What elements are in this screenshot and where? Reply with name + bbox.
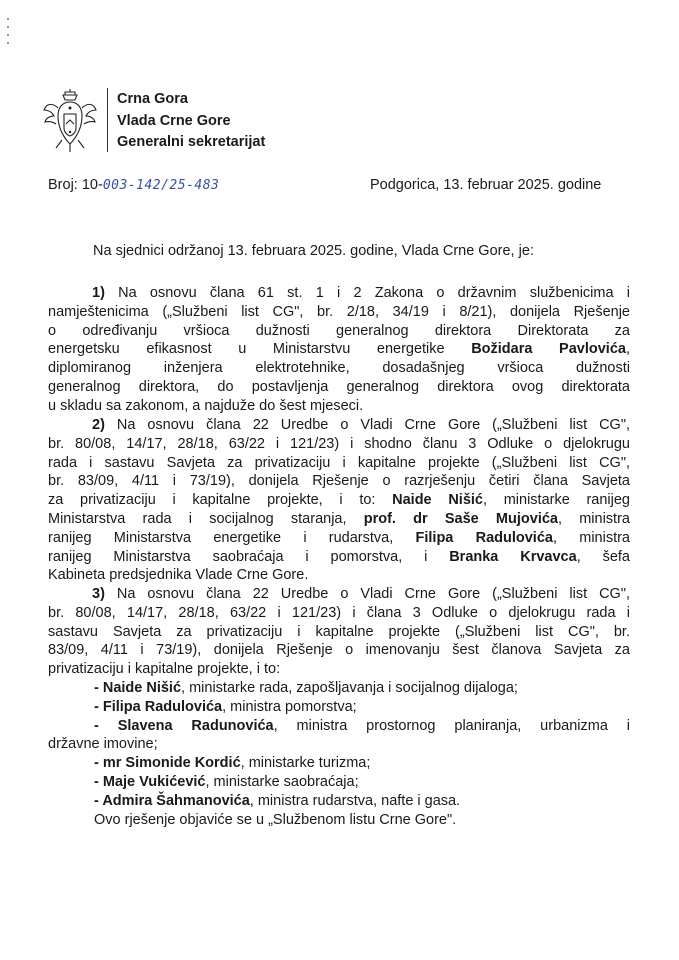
item2-number: 2) [92, 417, 105, 433]
country-name: Crna Gora [117, 91, 188, 107]
reference-label: Broj: 10- [48, 177, 103, 193]
item3-number: 3) [92, 586, 105, 602]
item1-line: diplomiranog inženjera elektrotehnike, dosadašnjeg vršioca dužnosti [48, 360, 630, 377]
member-line: - Maje Vukićević, ministarke saobraćaja; [94, 773, 359, 790]
item3-line: 83/09, 4/11 i 73/19), donijela Rješenje o imenovanju šest članova Savjeta za [48, 642, 630, 659]
item2-line: Ministarstva rada i socijalnog staranja, prof. dr Saše Mujovića, ministra [48, 510, 630, 527]
office-name: Generalni sekretarijat [117, 134, 266, 150]
item3-line: 3) Na osnovu člana 22 Uredbe o Vladi Crne Gore („Službeni list CG", [92, 586, 630, 602]
item3-line: privatizaciju i kapitalne projekte, i to: [48, 661, 281, 678]
item1-line: 1) Na osnovu člana 61 st. 1 i 2 Zakona o državnim službenicima i [92, 285, 630, 301]
institution-header [117, 89, 265, 154]
item1-line: u skladu sa zakonom, a najduže do šest mjeseci. [48, 397, 364, 414]
member-name: - Naide Nišić [94, 679, 182, 696]
dismissed-name: prof. dr Saše Mujovića [363, 510, 558, 527]
item-2 [48, 416, 630, 585]
item2-line: ranijeg Ministarstva energetike i rudarstva, Filipa Radulovića, ministra [48, 529, 630, 546]
reference-number [48, 177, 219, 193]
member-line: - Admira Šahmanovića, ministra rudarstva, nafte i gasa. [94, 792, 461, 809]
item2-line: 2) Na osnovu člana 22 Uredbe o Vladi Crne Gore („Službeni list CG", [92, 417, 630, 433]
member-line: - mr Simonide Kordić, ministarke turizma; [94, 755, 371, 772]
closing-sentence: Ovo rješenje objaviće se u „Službenom listu Crne Gore". [94, 811, 457, 828]
coat-of-arms-logo [42, 88, 98, 154]
item1-line: namještenicima („Službeni list CG", br. 2/18, 34/19 i 8/21), donijela Rješenje [48, 303, 630, 320]
member-name: - Filipa Radulovića [94, 698, 223, 715]
dismissed-name: Naide Nišić [392, 492, 483, 509]
dismissed-name: Branka Krvavca [449, 548, 577, 565]
item2-line: rada i sastavu Savjeta za privatizaciju i kapitalne projekte („Službeni list CG", [48, 454, 630, 471]
item2-line: ranijeg Ministarstva saobraćaja i pomorstva, i Branka Krvavca, šefa [48, 548, 630, 565]
dismissed-name: Filipa Radulovića [415, 529, 553, 546]
item2-line: Kabineta predsjednika Vlade Crne Gore. [48, 567, 309, 584]
member-name: - mr Simonide Kordić [94, 755, 241, 772]
handwritten-number: 003-142/25-483 [102, 178, 220, 193]
member-line: - Slavena Radunovića, ministra prostornog planiranja, urbanizma i [94, 717, 630, 734]
item2-line: br. 83/09, 4/11 i 73/19), donijela Rješenje o razrješenju četiri člana Savjeta [48, 473, 630, 490]
appointee-name: Božidara Pavlovića [471, 341, 626, 358]
item-1 [48, 284, 630, 416]
item1-line: o određivanju vršioca dužnosti generalnog direktora Direktorata za [48, 322, 630, 339]
member-line: - Naide Nišić, ministarke rada, zapošljavanja i socijalnog dijaloga; [94, 679, 518, 696]
member-line: - Filipa Radulovića, ministra pomorstva; [94, 698, 357, 715]
member-name: - Slavena Radunovića [94, 717, 274, 734]
member-name: - Maje Vukićević [94, 773, 206, 790]
header-divider [107, 88, 108, 152]
intro-sentence: Na sjednici održanoj 13. februara 2025. godine, Vlada Crne Gore, je: [93, 243, 534, 259]
item1-number: 1) [92, 285, 105, 301]
member-name: - Admira Šahmanovića [94, 792, 250, 809]
member-continuation: državne imovine; [48, 736, 158, 753]
item1-line: generalnog direktora, do postavljenja generalnog direktora ovog direktorata [48, 378, 630, 395]
item3-line: sastavu Savjeta za privatizaciju i kapitalne projekte („Službeni list CG", br. [48, 623, 630, 640]
place-date: Podgorica, 13. februar 2025. godine [370, 177, 602, 193]
item2-line: br. 80/08, 14/17, 28/18, 63/22 i 121/23) i shodno članu 3 Odluke o djelokrugu [48, 435, 630, 452]
item-3 [48, 585, 630, 829]
item1-line: energetsku efikasnost u Ministarstvu energetike Božidara Pavlovića, [48, 341, 630, 358]
item3-line: br. 80/08, 14/17, 28/18, 63/22 i 121/23) i člana 3 Odluke o djelokrugu rada i [48, 604, 630, 621]
item2-line: za privatizaciju i kapitalne projekte, i to: Naide Nišić, ministarke ranijeg [48, 492, 630, 509]
government-name: Vlada Crne Gore [117, 112, 231, 129]
scan-edge-marks [7, 18, 10, 58]
